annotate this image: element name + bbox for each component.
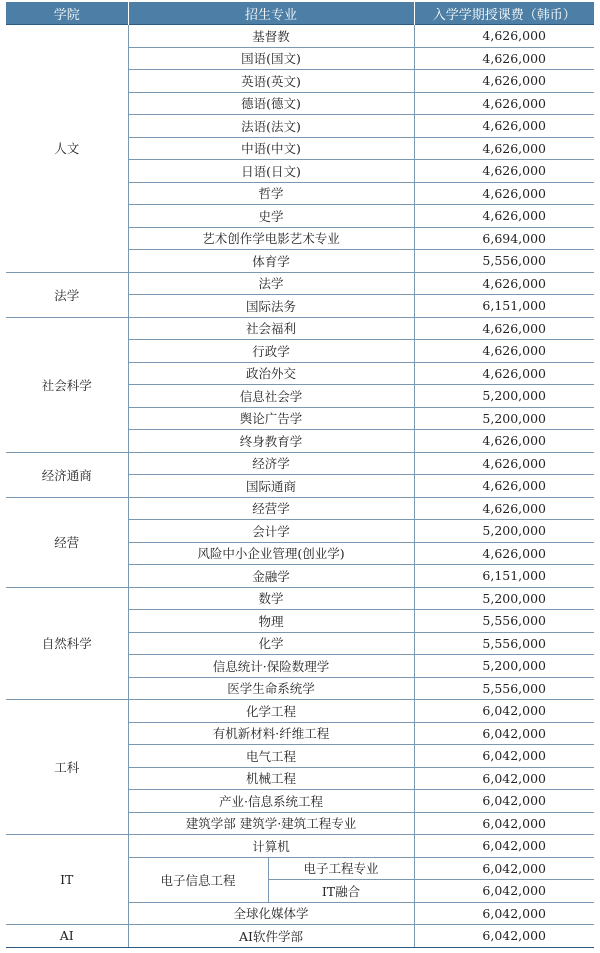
- major-cell: 经营学: [128, 497, 414, 520]
- sub-major-cell: 电子工程专业: [268, 857, 414, 880]
- major-cell: 中语(中文): [128, 137, 414, 160]
- fee-cell: 4,626,000: [414, 47, 594, 70]
- major-cell: 终身教育学: [128, 430, 414, 453]
- table-row: [6, 452, 594, 475]
- major-cell: 德语(德文): [128, 92, 414, 115]
- fee-cell: 5,556,000: [414, 677, 594, 700]
- tuition-table: [6, 2, 594, 948]
- fee-cell: 6,694,000: [414, 227, 594, 250]
- table-header: [6, 2, 594, 25]
- header-fee: 入学学期授课费（韩币）: [414, 2, 594, 25]
- major-cell: 信息统计·保险数理学: [128, 655, 414, 678]
- fee-cell: 5,556,000: [414, 610, 594, 633]
- major-cell: 化学工程: [128, 700, 414, 723]
- fee-cell: 4,626,000: [414, 115, 594, 138]
- major-cell: 艺术创作学电影艺术专业: [128, 227, 414, 250]
- fee-cell: 5,200,000: [414, 655, 594, 678]
- major-cell: 全球化媒体学: [128, 902, 414, 925]
- college-cell: 经济通商: [6, 452, 128, 497]
- major-cell: 电气工程: [128, 745, 414, 768]
- major-cell: 机械工程: [128, 767, 414, 790]
- major-cell: 史学: [128, 205, 414, 228]
- fee-cell: 6,042,000: [414, 812, 594, 835]
- major-cell: 体育学: [128, 250, 414, 273]
- fee-cell: 5,200,000: [414, 587, 594, 610]
- fee-cell: 6,151,000: [414, 295, 594, 318]
- fee-cell: 4,626,000: [414, 475, 594, 498]
- college-cell: 社会科学: [6, 317, 128, 452]
- major-cell: 计算机: [128, 835, 414, 858]
- major-cell: 有机新材料·纤维工程: [128, 722, 414, 745]
- fee-cell: 4,626,000: [414, 452, 594, 475]
- fee-cell: 4,626,000: [414, 205, 594, 228]
- fee-cell: 5,200,000: [414, 407, 594, 430]
- fee-cell: 6,042,000: [414, 790, 594, 813]
- fee-cell: 6,042,000: [414, 722, 594, 745]
- fee-cell: 4,626,000: [414, 182, 594, 205]
- fee-cell: 6,151,000: [414, 565, 594, 588]
- college-cell: AI: [6, 925, 128, 948]
- fee-cell: 6,042,000: [414, 902, 594, 925]
- table-row: [6, 25, 594, 48]
- major-cell: 经济学: [128, 452, 414, 475]
- table-row: [6, 272, 594, 295]
- fee-cell: 4,626,000: [414, 92, 594, 115]
- major-cell: 社会福利: [128, 317, 414, 340]
- fee-cell: 5,556,000: [414, 632, 594, 655]
- major-cell: AI软件学部: [128, 925, 414, 948]
- major-cell: 风险中小企业管理(创业学): [128, 542, 414, 565]
- fee-cell: 4,626,000: [414, 430, 594, 453]
- major-cell: 法学: [128, 272, 414, 295]
- major-cell: 舆论广告学: [128, 407, 414, 430]
- fee-cell: 4,626,000: [414, 160, 594, 183]
- college-cell: 自然科学: [6, 587, 128, 700]
- major-cell: 哲学: [128, 182, 414, 205]
- fee-cell: 4,626,000: [414, 542, 594, 565]
- college-cell: 经营: [6, 497, 128, 587]
- fee-cell: 6,042,000: [414, 880, 594, 903]
- college-cell: 工科: [6, 700, 128, 835]
- major-cell: 国语(国文): [128, 47, 414, 70]
- table-row: [6, 925, 594, 948]
- tuition-table-wrapper: [6, 2, 594, 948]
- major-cell: 信息社会学: [128, 385, 414, 408]
- major-cell: 英语(英文): [128, 70, 414, 93]
- fee-cell: 4,626,000: [414, 70, 594, 93]
- major-cell: 政治外交: [128, 362, 414, 385]
- fee-cell: 5,556,000: [414, 250, 594, 273]
- major-cell: 数学: [128, 587, 414, 610]
- major-cell: 化学: [128, 632, 414, 655]
- fee-cell: 6,042,000: [414, 767, 594, 790]
- fee-cell: 6,042,000: [414, 700, 594, 723]
- table-row: [6, 835, 594, 858]
- major-cell: 物理: [128, 610, 414, 633]
- table-body: [6, 25, 594, 948]
- fee-cell: 4,626,000: [414, 137, 594, 160]
- college-cell: 人文: [6, 25, 128, 273]
- sub-major-cell: IT融合: [268, 880, 414, 903]
- fee-cell: 4,626,000: [414, 362, 594, 385]
- header-college: 学院: [6, 2, 128, 25]
- table-row: [6, 317, 594, 340]
- major-cell: 行政学: [128, 340, 414, 363]
- major-cell: 建筑学部 建筑学·建筑工程专业: [128, 812, 414, 835]
- major-cell: 会计学: [128, 520, 414, 543]
- fee-cell: 4,626,000: [414, 272, 594, 295]
- major-cell: 基督教: [128, 25, 414, 48]
- fee-cell: 4,626,000: [414, 340, 594, 363]
- major-cell: 产业·信息系统工程: [128, 790, 414, 813]
- major-cell: 电子信息工程: [128, 857, 268, 902]
- fee-cell: 6,042,000: [414, 745, 594, 768]
- fee-cell: 6,042,000: [414, 925, 594, 948]
- major-cell: 日语(日文): [128, 160, 414, 183]
- fee-cell: 5,200,000: [414, 385, 594, 408]
- header-major: 招生专业: [128, 2, 414, 25]
- major-cell: 医学生命系统学: [128, 677, 414, 700]
- major-cell: 金融学: [128, 565, 414, 588]
- table-row: [6, 700, 594, 723]
- fee-cell: 6,042,000: [414, 857, 594, 880]
- major-cell: 国际法务: [128, 295, 414, 318]
- fee-cell: 4,626,000: [414, 25, 594, 48]
- fee-cell: 4,626,000: [414, 497, 594, 520]
- fee-cell: 4,626,000: [414, 317, 594, 340]
- table-row: [6, 587, 594, 610]
- fee-cell: 6,042,000: [414, 835, 594, 858]
- major-cell: 国际通商: [128, 475, 414, 498]
- college-cell: 法学: [6, 272, 128, 317]
- table-row: [6, 497, 594, 520]
- college-cell: IT: [6, 835, 128, 925]
- major-cell: 法语(法文): [128, 115, 414, 138]
- fee-cell: 5,200,000: [414, 520, 594, 543]
